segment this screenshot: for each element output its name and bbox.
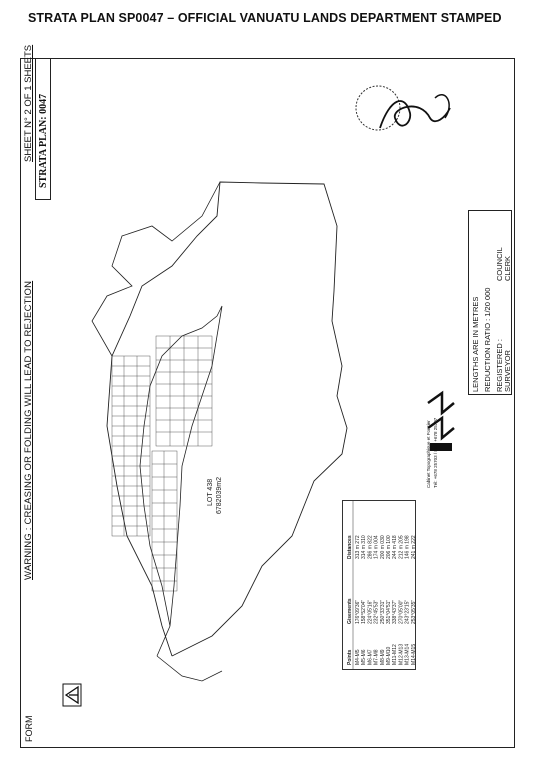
logo-phone: Tél: +678 25703 / Fax: +678 25707 [433, 417, 438, 488]
access-road [157, 656, 222, 681]
table-cell: 286 m 822 [367, 535, 374, 559]
table-cell: M8-M9 [379, 649, 386, 665]
table-cell: 244 m 418 [392, 535, 399, 559]
sheet-number: SHEET N° 2 OF 1 SHEETS [23, 44, 34, 162]
table-cell: M9-M10 [386, 646, 392, 665]
table-cell: 351°04'51" [386, 599, 392, 624]
table-header: Points [347, 649, 353, 665]
lengths-note: LENGTHS ARE IN METRES [471, 296, 480, 392]
table-cell: M12-M13 [398, 643, 405, 665]
table-cell: 206 m 100 [386, 535, 392, 559]
surveyor-label: SURVEYOR [503, 350, 512, 392]
bearing-table-svg [343, 501, 415, 669]
lot-boundary [107, 182, 347, 656]
logo-org: Cabinet Topographique et Foncier [426, 420, 431, 488]
surveyor-logo [422, 388, 458, 488]
table-cell: 212 m 205 [398, 535, 405, 559]
table-cell: M13-M14 [404, 643, 411, 665]
table-cell: 241 m 222 [410, 535, 417, 559]
table-cell: 176°09'36" [355, 599, 361, 624]
table-cell: 313 m 272 [355, 535, 361, 559]
table-cell: 250°33'31" [379, 599, 386, 624]
table-cell: 200 m 030 [379, 535, 386, 559]
official-stamp [350, 78, 465, 148]
clerk-label: CLERK [503, 255, 512, 281]
table-header: Distances [347, 535, 353, 559]
bearing-table [342, 500, 416, 670]
table-cell: 158°52'04" [361, 599, 368, 624]
lot-label: LOT 438 [207, 478, 214, 506]
table-header: Gisements [347, 598, 353, 624]
warning-text: WARNING : CREASING OR FOLDING WILL LEAD TO REJECTION [23, 280, 34, 580]
parcels-grid [112, 336, 212, 591]
table-cell: 314 m 310 [361, 535, 368, 559]
table-cell: 174 m 004 [373, 535, 380, 559]
table-cell: 253°05'35" [410, 599, 417, 624]
table-cell: 146 m 198 [404, 535, 411, 559]
plan-title: STRATA PLAN: 0047 [38, 93, 49, 188]
table-cell: M11-M12 [392, 644, 399, 665]
north-boundary [92, 182, 220, 356]
table-cell: 224°05'16" [367, 599, 374, 624]
signature-scribble [380, 101, 450, 128]
table-cell: M6-M7 [367, 649, 374, 665]
table-cell: M4-M5 [355, 649, 361, 665]
council-label: COUNCIL [495, 247, 504, 281]
table-cell: 338°43'37" [392, 599, 399, 624]
table-cell: M5-M6 [361, 649, 368, 665]
table-cell: 232°45'53" [373, 599, 380, 624]
registered-label: REGISTERED : [495, 339, 504, 392]
table-cell: 243°23'15" [404, 599, 411, 624]
table-cell: 270°05'00" [398, 599, 405, 624]
lot-area: 6782039m2 [216, 477, 223, 514]
table-cell: M7-M8 [373, 649, 380, 665]
form-label: FORM [24, 715, 34, 742]
north-arrow [62, 683, 82, 707]
table-cell: M14-M15 [410, 643, 417, 665]
reduction-ratio: REDUCTION RATIO : 1/20 000 [483, 287, 492, 392]
reduction-box [468, 210, 512, 395]
bearing-table-body [347, 501, 417, 669]
page-title: STRATA PLAN SP0047 – OFFICIAL VANUATU LANDS DEPARTMENT STAMPED [28, 11, 502, 25]
